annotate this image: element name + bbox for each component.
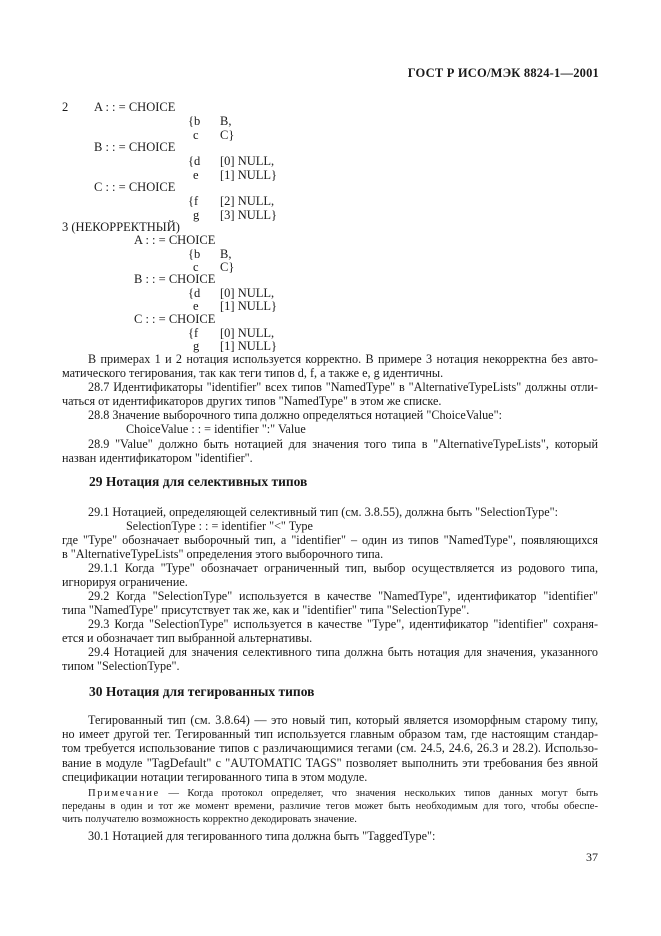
- page-number: 37: [586, 850, 598, 864]
- code-line: {f: [188, 326, 199, 340]
- text-line: вание в модуле "TagDefault" с "AUTOMATIC TAGS" позволяет выполнить эти требования без явной: [62, 755, 598, 770]
- code-line: C}: [220, 260, 235, 274]
- text-line: 29.1.1 Когда "Type" обозначает ограниченный тип, выбор осуществляется из родового типа,: [88, 561, 598, 575]
- code-line: [1] NULL}: [220, 339, 278, 353]
- text-line: типа "NamedType" присутствует так же, как и "identifier" типа "SelectionType".: [62, 603, 470, 618]
- section-heading-30: 30 Нотация для тегированных типов: [89, 684, 315, 699]
- text-line: 29.4 Нотацией для значения селективного типа должна быть нотация для значения, указанного: [88, 645, 598, 659]
- code-line: [0] NULL,: [220, 154, 275, 168]
- text-line: переданы в один и тот же момент времени, различие тегов может быть необходимым для того, чтобы обеспе-: [62, 801, 598, 812]
- code-line: A : : = CHOICE: [134, 233, 216, 247]
- text-line: 28.9 "Value" должно быть нотацией для значения того типа в "AlternativeTypeLists", который: [88, 437, 598, 451]
- code-line: B,: [220, 114, 232, 128]
- text-line: 30.1 Нотацией для тегированного типа должна быть "TaggedType":: [88, 829, 436, 843]
- code-line: g: [193, 339, 200, 353]
- text-line: чаться от идентификаторов других типов "NamedType" в этом же списке.: [62, 394, 442, 409]
- section-heading-29: 29 Нотация для селективных типов: [89, 474, 308, 489]
- paragraph-28-8: [62, 408, 598, 422]
- text-line: 28.7 Идентификаторы "identifier" всех типов "NamedType" в "AlternativeTypeLists" должны отли-: [88, 380, 598, 394]
- code-line: g: [193, 208, 200, 222]
- text-line: спецификации нотации тегированного типа в этом модуле.: [62, 769, 368, 784]
- code-line: [0] NULL,: [220, 286, 275, 300]
- example-number: 2: [62, 100, 69, 114]
- paragraph-29-3: [62, 617, 598, 645]
- code-line: {f: [188, 194, 199, 208]
- code-line: C : : = CHOICE: [94, 180, 176, 194]
- code-line: [1] NULL}: [220, 168, 278, 182]
- note-first-line: [62, 787, 598, 800]
- paragraph-30-1: [62, 829, 598, 843]
- text-line: 29.3 Когда "SelectionType" используется в качестве "Type", идентификатор "identifier" сохраня-: [88, 617, 598, 631]
- code-line: SelectionType : : = identifier "<" Type: [126, 519, 313, 533]
- code-line: C}: [220, 128, 235, 142]
- paragraph-30-intro: [62, 713, 598, 784]
- paragraph-28-7: [62, 380, 598, 408]
- note-block: [62, 787, 598, 826]
- code-line: [1] NULL}: [220, 299, 278, 313]
- text-line: где "Type" обозначает выборочный тип, а "identifier" – один из типов "NamedType", появляющихся: [62, 533, 598, 547]
- text-line: Тегированный тип (см. 3.8.64) — это новый тип, который является изоморфным старому типу,: [88, 713, 598, 727]
- paragraph-examples-note: [62, 352, 598, 380]
- code-line: A : : = CHOICE: [94, 100, 176, 114]
- paragraph-29-1-where: [62, 533, 598, 561]
- example-number: 3 (НЕКОРРЕКТНЫЙ): [62, 220, 180, 234]
- code-line: {d: [188, 154, 201, 168]
- note-label: Примечание: [88, 788, 160, 799]
- code-line: e: [193, 168, 199, 182]
- code-line: c: [193, 260, 199, 274]
- code-line: B,: [220, 247, 232, 261]
- code-line: [0] NULL,: [220, 326, 275, 340]
- text-line: ется и обозначает тип выбранной альтернативы.: [62, 631, 313, 646]
- code-line: [2] NULL,: [220, 194, 275, 208]
- code-line: e: [193, 299, 199, 313]
- code-line: {d: [188, 286, 201, 300]
- code-line: B : : = CHOICE: [134, 272, 216, 286]
- code-line: [3] NULL}: [220, 208, 278, 222]
- text-line: том требуется использование типов с различающимися тегами (см. 24.5, 24.6, 26.3 и 28.2). Использо-: [62, 741, 598, 756]
- paragraph-29-4: [62, 645, 598, 673]
- code-line: B : : = CHOICE: [94, 140, 176, 154]
- text-line: назван идентификатором "identifier".: [62, 451, 253, 466]
- paragraph-29-1-1: [62, 561, 598, 589]
- text-line: в "AlternativeTypeLists" определения этого выборочного типа.: [62, 547, 384, 562]
- text-line: но имеет другой тег. Тегированный тип используется главным образом там, где настоящим стандар-: [62, 727, 598, 742]
- text-line: матического тегирования, так как теги типов d, f, а также e, g идентичны.: [62, 366, 444, 381]
- text-line: типом "SelectionType".: [62, 659, 180, 674]
- paragraph-28-9: [62, 437, 598, 465]
- text-line: игнорируя ограничение.: [62, 575, 188, 590]
- code-line: {b: [188, 114, 201, 128]
- code-line: c: [193, 128, 199, 142]
- document-header: ГОСТ Р ИСО/МЭК 8824-1—2001: [407, 66, 599, 80]
- text-line: 28.8 Значение выборочного типа должно определяться нотацией "ChoiceValue":: [88, 408, 502, 422]
- text-line: В примерах 1 и 2 нотация используется корректно. В примере 3 нотация некорректна без авто-: [88, 352, 598, 366]
- text-line: 29.1 Нотацией, определяющей селективный тип (см. 3.8.55), должна быть "SelectionType":: [88, 505, 559, 519]
- text-line: 29.2 Когда "SelectionType" используется в качестве "NamedType", идентификатор "identifier": [88, 589, 598, 603]
- text-line: чить получателю возможность корректно декодировать значение.: [62, 814, 357, 825]
- paragraph-29-2: [62, 589, 598, 617]
- text-line: — Когда протокол определяет, что значения нескольких типов данных могут быть: [159, 788, 598, 799]
- code-line: ChoiceValue : : = identifier ":" Value: [126, 422, 306, 436]
- paragraph-29-1: [62, 505, 598, 519]
- code-line: {b: [188, 247, 201, 261]
- code-line: C : : = CHOICE: [134, 312, 216, 326]
